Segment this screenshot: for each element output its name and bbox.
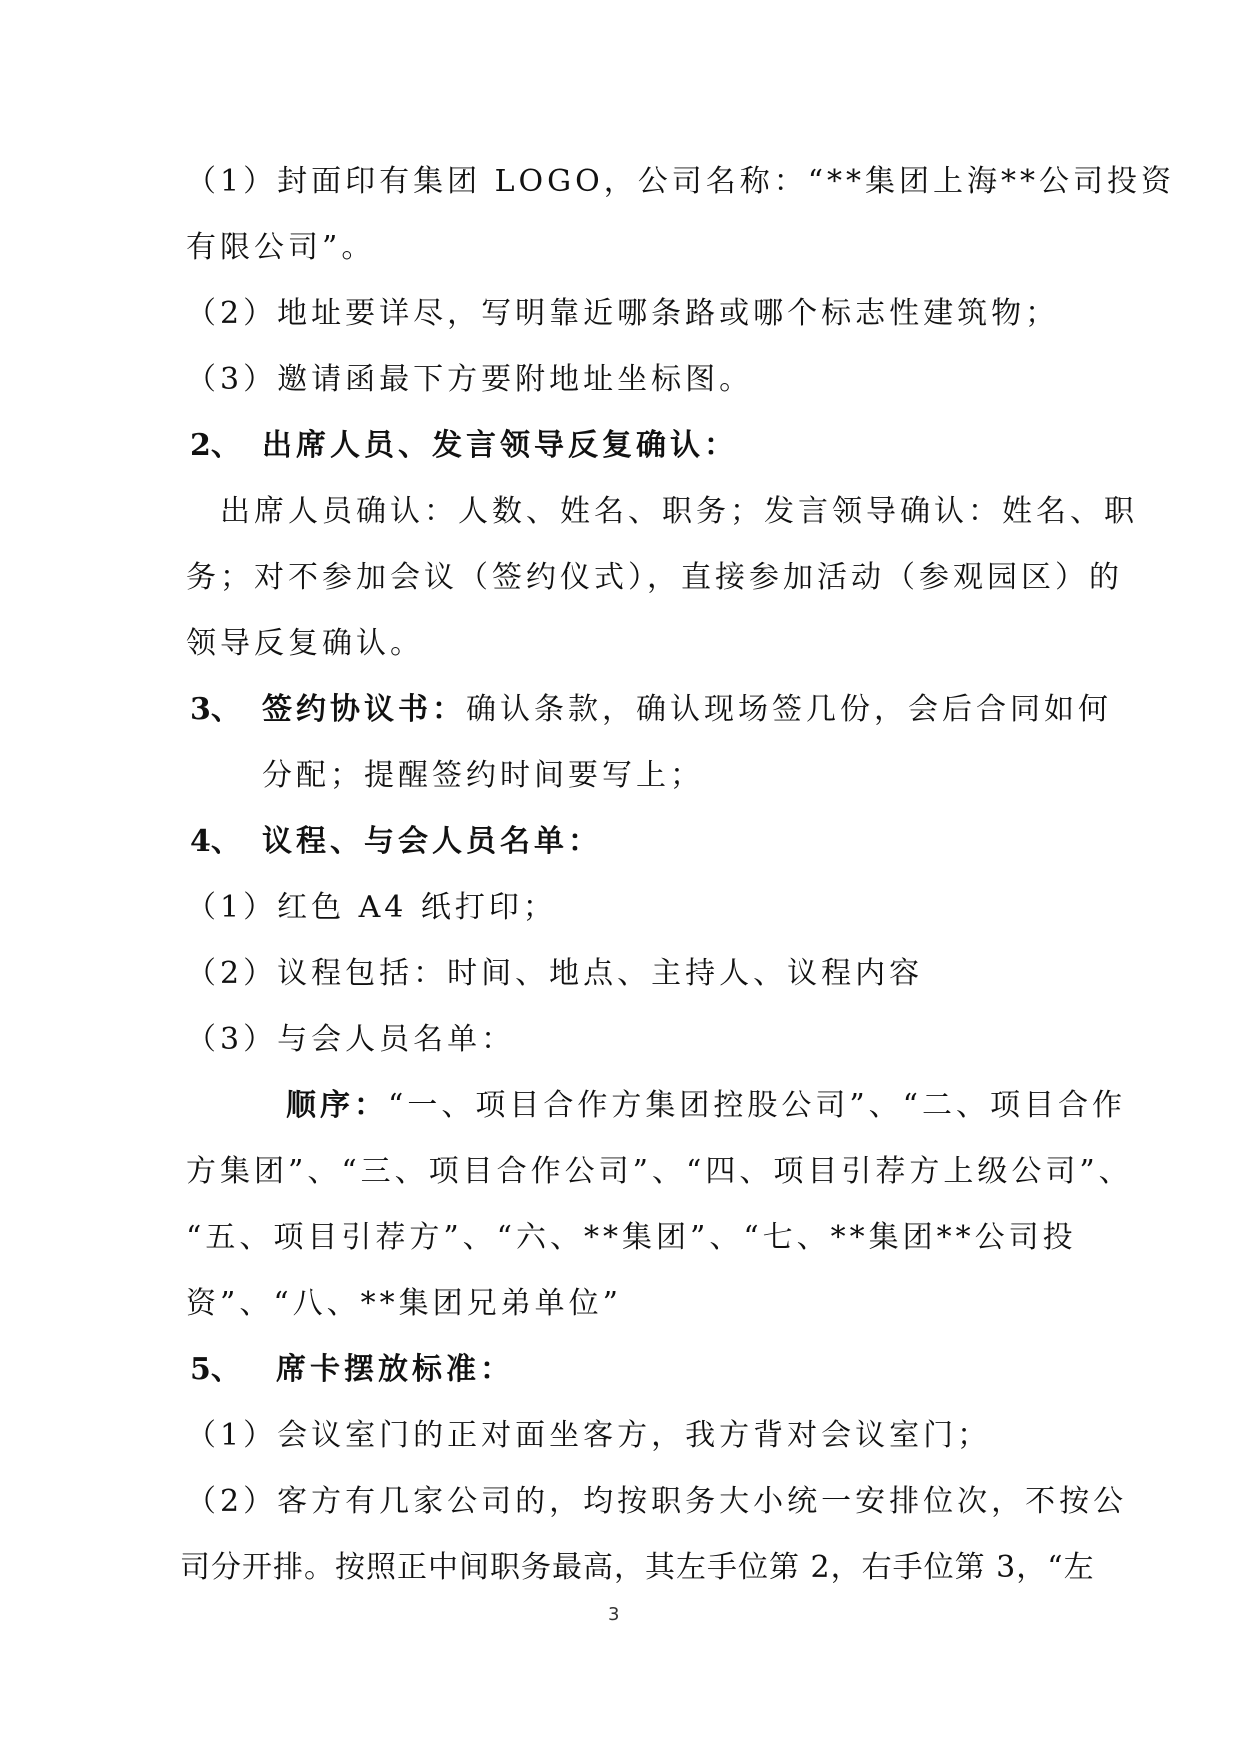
section-2-number: 2、 — [190, 428, 241, 463]
section-3-text: 确认条款，确认现场签几份，会后合同如何 — [466, 692, 1112, 727]
text-line-16: 方集团”、“三、项目合作公司”、“四、项目引荐方上级公司”、 — [186, 1154, 1133, 1189]
text-line-3: （2）地址要详尽，写明靠近哪条路或哪个标志性建筑物； — [186, 296, 1060, 331]
text-line-21: （2）客方有几家公司的，均按职务大小统一安排位次，不按公 — [186, 1484, 1128, 1519]
order-label: 顺序： — [286, 1088, 388, 1123]
text-line-14: （3）与会人员名单： — [186, 1022, 516, 1057]
section-3-number: 3、 — [190, 692, 241, 727]
section-5-title: 席卡摆放标准： — [276, 1352, 514, 1387]
text-line-4: （3）邀请函最下方要附地址坐标图。 — [186, 362, 754, 397]
text-line-22: 司分开排。按照正中间职务最高，其左手位第 2，右手位第 3，“左 — [180, 1550, 1095, 1585]
section-3-line — [262, 690, 1112, 730]
order-text: “一、项目合作方集团控股公司”、“二、项目合作 — [388, 1088, 1127, 1123]
text-line-17: “五、项目引荐方”、“六、**集团”、“七、**集团**公司投 — [186, 1220, 1077, 1255]
text-line-6: 出席人员确认：人数、姓名、职务；发言领导确认：姓名、职 — [220, 494, 1138, 529]
text-line-8: 领导反复确认。 — [186, 626, 424, 661]
section-3-title: 签约协议书： — [262, 692, 466, 727]
text-line-1: （1）封面印有集团 LOGO，公司名称：“**集团上海**公司投资 — [186, 164, 1176, 199]
text-line-12: （1）红色 A4 纸打印； — [186, 890, 557, 925]
text-line-10: 分配；提醒签约时间要写上； — [262, 758, 704, 793]
text-line-13: （2）议程包括：时间、地点、主持人、议程内容 — [186, 956, 924, 991]
section-4-title: 议程、与会人员名单： — [262, 824, 602, 859]
section-4-number: 4、 — [190, 824, 241, 859]
section-2-title: 出席人员、发言领导反复确认： — [262, 428, 738, 463]
order-line — [286, 1086, 1126, 1126]
text-line-20: （1）会议室门的正对面坐客方，我方背对会议室门； — [186, 1418, 992, 1453]
text-line-2: 有限公司”。 — [186, 230, 376, 265]
text-line-7: 务；对不参加会议（签约仪式），直接参加活动（参观园区）的 — [186, 560, 1123, 595]
page-number: 3 — [608, 1604, 620, 1625]
text-line-18: 资”、“八、**集团兄弟单位” — [186, 1286, 623, 1321]
section-5-number: 5、 — [190, 1352, 241, 1387]
